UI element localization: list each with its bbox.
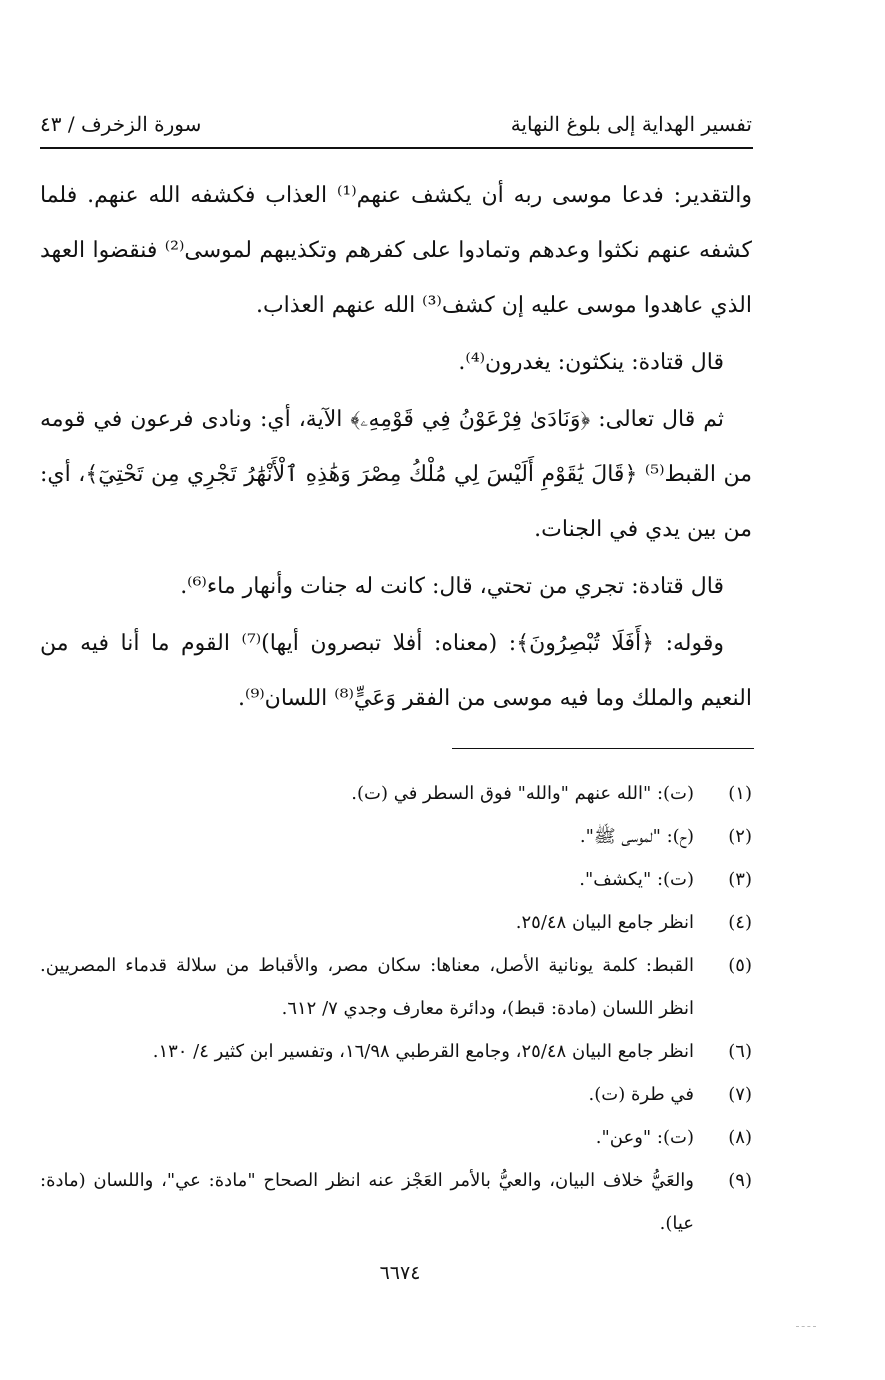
footnote-number: (٧) (728, 1084, 752, 1105)
footnote-number: (٤) (728, 912, 752, 933)
paragraph-3-middle: الآية، أي: ونادى فرعون في قومه من القبط⁽⁵⁾ (40, 407, 752, 487)
footnote-text: القبط: كلمة يونانية الأصل، معناها: سكان مصر، والأقباط من سلالة قدماء المصريين. انظر اللسان (مادة: قبط)، ودائرة معارف وجدي ٧/ ٦١٢. (40, 955, 694, 1019)
paragraph-4: قال قتادة: تجري من تحتي، قال: كانت له جنات وأنهار ماء⁽⁶⁾. (180, 574, 724, 599)
footnote-3 (40, 858, 752, 901)
footnotes (40, 772, 752, 1245)
footnote-number: (٢) (728, 826, 752, 847)
paragraph-5-rest: : (معناه: أفلا تبصرون أيها)⁽⁷⁾ القوم ما أنا فيه من النعيم والملك وما فيه موسى من الفقر وَعَيٍّ⁽⁸⁾ اللسان⁽⁹⁾. (40, 631, 752, 711)
footnote-text: في طرة (ت). (588, 1084, 694, 1105)
footnote-5 (40, 944, 752, 1030)
footnote-number: (٦) (728, 1041, 752, 1062)
footnote-1 (40, 772, 752, 815)
header-divider (40, 147, 753, 149)
book-title: تفسير الهداية إلى بلوغ النهاية (510, 112, 752, 136)
footnote-text: والعَيُّ خلاف البيان، والعيُّ بالأمر العَجْز عنه انظر الصحاح "مادة: عي"، واللسان (مادة: عيا). (40, 1170, 694, 1234)
footnote-text: انظر جامع البيان ٢٥/٤٨، وجامع القرطبي ١٦/٩٨، وتفسير ابن كثير ٤/ ١٣٠. (152, 1041, 694, 1062)
quran-verse-1: ﴿وَنَادَىٰ فِرْعَوْنُ فِي قَوْمِهِۦ﴾ (350, 407, 591, 432)
paragraph-3-intro: ثم قال تعالى: (590, 407, 724, 432)
quran-verse-3: ﴿أَفَلَا تُبْصِرُونَ﴾ (516, 631, 655, 656)
footnote-text: (ح): "لموسى ﷺ". (579, 826, 694, 847)
footnote-4 (40, 901, 752, 944)
footnote-number: (٨) (728, 1127, 752, 1148)
paragraph-3 (40, 392, 752, 557)
footnote-2 (40, 815, 752, 858)
quran-verse-2: ﴿قَالَ يَٰقَوْمِ أَلَيْسَ لِي مُلْكُ مِصْرَ وَهَٰذِهِ ٱلْأَنْهَٰرُ تَجْرِي مِن تَحْتِيٓ﴾ (85, 462, 638, 487)
footnote-text: (ت): "وعن". (595, 1127, 694, 1148)
surah-label: سورة الزخرف / ٤٣ (40, 112, 202, 136)
page-number: ٦٦٧٤ (379, 1262, 421, 1284)
footnote-6 (40, 1030, 752, 1073)
footnote-separator (452, 748, 754, 749)
paragraph-3-end: ، أي: من بين يدي في الجنات. (40, 462, 752, 542)
scan-mark (796, 1326, 816, 1327)
footnote-number: (٣) (728, 869, 752, 890)
footnote-9 (40, 1159, 752, 1245)
footnote-text: (ت): "الله عنهم "والله" فوق السطر في (ت). (351, 783, 694, 804)
paragraph-5-intro: وقوله: (654, 631, 724, 656)
paragraph-1: والتقدير: فدعا موسى ربه أن يكشف عنهم⁽¹⁾ العذاب فكشفه الله عنهم. فلما كشفه عنهم نكثوا وعدهم وتمادوا على كفرهم وتكذيبهم لموسى⁽²⁾ فنقضوا العهد الذي عاهدوا موسى عليه إن كشف⁽³⁾ الله عنهم العذاب. (40, 183, 752, 318)
paragraph-2: قال قتادة: ينكثون: يغدرون⁽⁴⁾. (458, 350, 724, 375)
footnote-number: (١) (728, 783, 752, 804)
footnote-number: (٥) (728, 955, 752, 976)
footnote-7 (40, 1073, 752, 1116)
footnote-8 (40, 1116, 752, 1159)
footnote-text: (ت): "يكشف". (579, 869, 694, 890)
paragraph-5 (40, 616, 752, 726)
running-header (40, 108, 752, 144)
footnote-number: (٩) (728, 1170, 752, 1191)
footnote-text: انظر جامع البيان ٢٥/٤٨. (515, 912, 694, 933)
main-text (40, 168, 752, 726)
